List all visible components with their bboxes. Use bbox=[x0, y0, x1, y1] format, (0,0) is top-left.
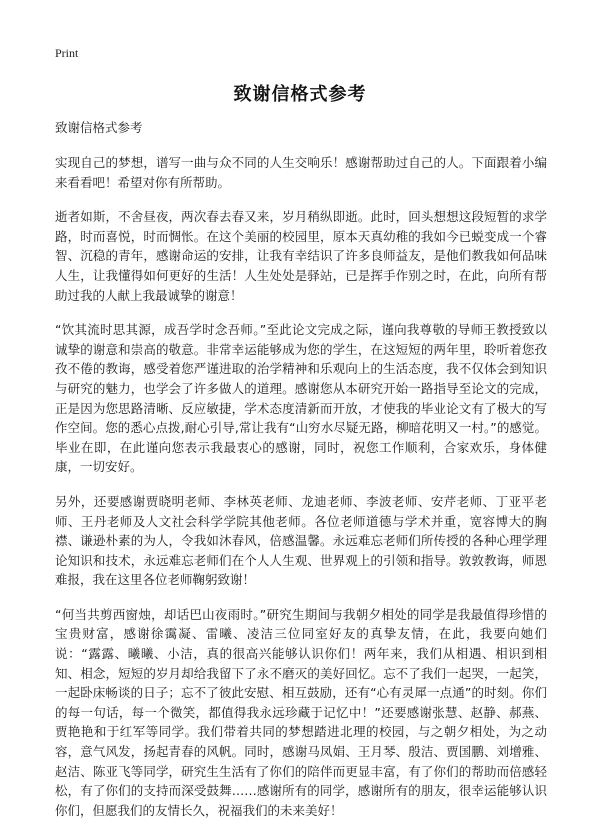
print-link[interactable]: Print bbox=[55, 46, 79, 60]
paragraph-thanks-advisor: “饮其流时思其源，成吾学时念吾师。”至此论文完成之际，谨向我尊敬的导师王教授致以诚挚的谢意和崇高的敬意。非常幸运能够成为您的学生，在这短短的两年里，聆听着您孜孜不倦的教诲，感受着您严谨进取的治学精神和乐观向上的生活态度，我不仅体会到知识与研究的魅力，也学会了许多做人的道理。感谢您从本研究开始一路指导至论文的完成，正是因为您思路清晰、反应敏捷，学术态度清新而开放，才使我的毕业论文有了极大的写作空间。您的悉心点拨,耐心引导,常让我有“山穷水尽疑无路，柳暗花明又一村。”的感觉。毕业在即，在此谨向您表示我最衷心的感谢，同时，祝您工作顺利，合家欢乐，身体健康，一切安好。 bbox=[55, 322, 547, 475]
page-title: 致谢信格式参考 bbox=[233, 84, 367, 105]
paragraph-intro: 实现自己的梦想，谱写一曲与众不同的人生交响乐！感谢帮助过自己的人。下面跟着小编来看看吧！希望对你有所帮助。 bbox=[55, 155, 547, 190]
paragraph-thanks-teachers: 另外，还要感谢贾晓明老师、李林英老师、龙迪老师、李波老师、安芹老师、丁亚平老师、王丹老师及人文社会科学学院其他老师。各位老师道德与学术并重，宽容博大的胸襟、谦逊朴素的为人，令我如沐春风，倍感温馨。永远难忘老师们所传授的各种心理学理论知识和技术，永远难忘老师们在个人人生观、世界观上的引领和指导。敦敦教诲，师恩难报，我在这里各位老师鞠躬致谢！ bbox=[55, 493, 547, 588]
paragraph-thanks-classmates: “何当共剪西窗烛，却话巴山夜雨时。”研究生期间与我朝夕相处的同学是我最值得珍惜的宝贵财富，感谢徐霭凝、雷曦、凌洁三位同室好友的真挚友情，在此，我要向她们说：“露露、曦曦、小洁，真的很高兴能够认识你们！两年来，我们从相遇、相识到相知、相念，短短的岁月却给我留下了永不磨灭的美好回忆。忘不了我们一起哭，一起笑，一起卧床畅谈的日子；忘不了彼此安慰、相互鼓励，还有“心有灵犀一点通”的时刻。你们的每一句话，每一个微笑，都值得我永远珍藏于记忆中！”还要感谢张慧、赵静、郝燕、贾艳艳和于红军等同学。我们带着共同的梦想踏进北理的校园，与之朝夕相处，为之动容，意气风发，扬起青春的风帆。同时，感谢马凤娟、王月琴、殷洁、贾国鹏、刘增雅、赵洁、陈亚飞等同学，研究生生活有了你们的陪伴而更显丰富，有了你们的帮助而倍感轻松，有了你们的支持而深受鼓舞……感谢所有的同学，感谢所有的朋友，很幸运能够认识你们，但愿我们的友情长久，祝福我们的未来美好！ bbox=[55, 606, 547, 818]
document-subtitle: 致谢信格式参考 bbox=[55, 120, 143, 135]
document-body bbox=[55, 118, 547, 835]
paragraph-reflection: 逝者如斯，不舍昼夜，两次春去春又来，岁月稍纵即逝。此时，回头想想这段短暂的求学路，时而喜悦，时而惆怅。在这个美丽的校园里，原本天真幼稚的我如今已蜕变成一个睿智、沉稳的青年，感谢命运的安排，让我有幸结识了许多良师益友，是他们教我如何品味人生，让我懂得如何更好的生活！人生处处是驿站，已是挥手作别之时，在此，向所有帮助过我的人献上我最诚挚的谢意！ bbox=[55, 209, 547, 303]
